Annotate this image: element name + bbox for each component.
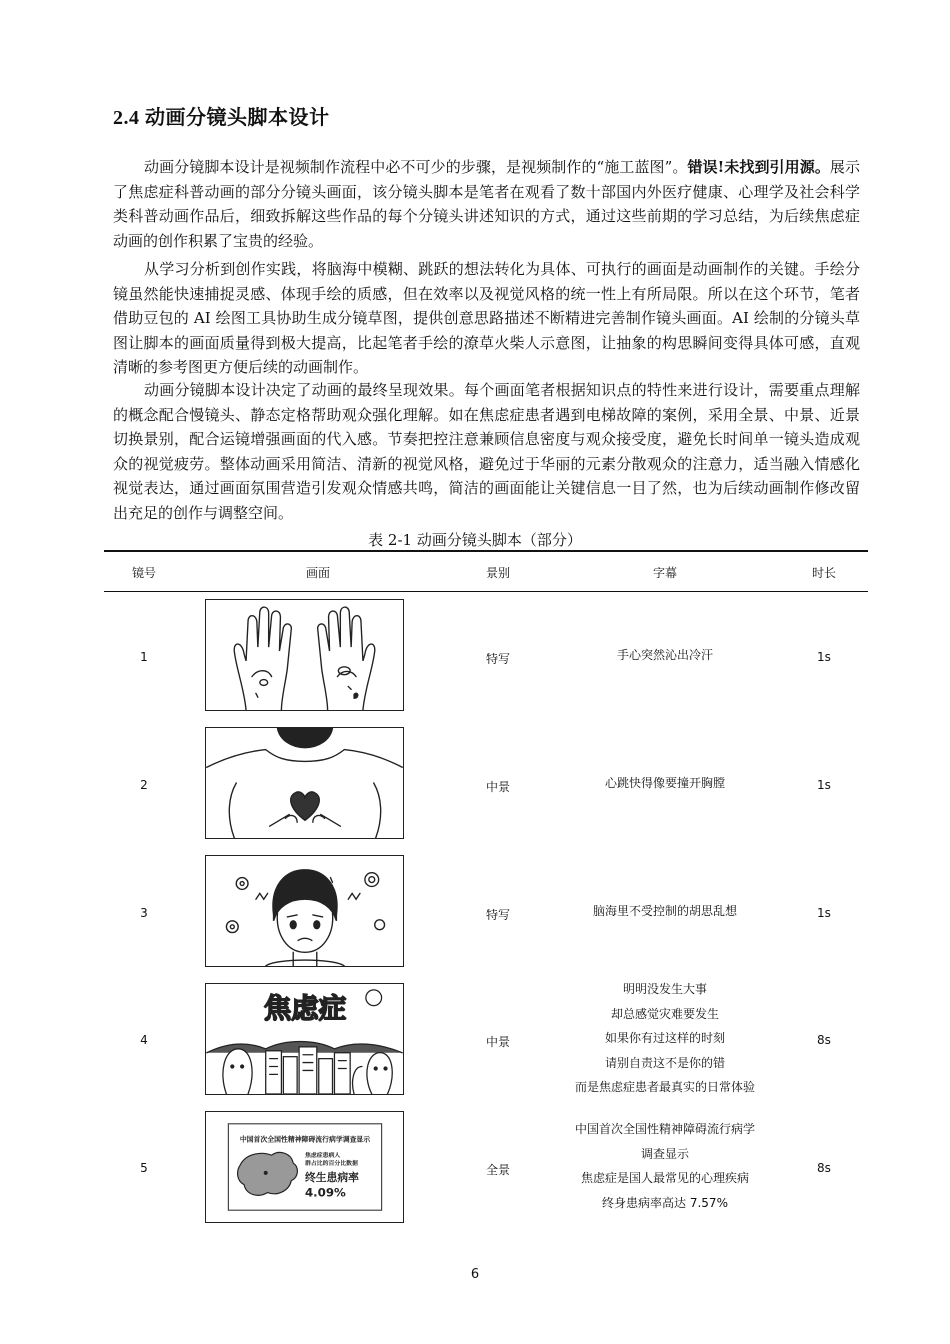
shot-scale: 中景	[485, 1035, 510, 1049]
shot-subtitle	[540, 643, 790, 668]
frame-note-2: 群占比的百分比数据	[304, 1161, 358, 1168]
shot-number: 5	[140, 1161, 148, 1175]
shot-scale: 特写	[485, 908, 510, 922]
frame-headline: 中国首次全国性精神障碍流行病学调查显示	[239, 1135, 371, 1144]
shot-number: 2	[140, 778, 148, 792]
worried-face-sketch-icon	[206, 856, 403, 966]
subtitle-line: 却总感觉灾难要发生	[610, 1006, 719, 1021]
subtitle-line: 手心突然沁出冷汗	[616, 648, 713, 662]
shot-subtitle	[540, 977, 790, 1100]
shot-duration: 1s	[817, 650, 831, 664]
header-subtitle: 字幕	[652, 566, 677, 580]
frame-note-1: 焦虑症患病人	[304, 1153, 341, 1160]
header-duration: 时长	[811, 566, 836, 580]
frame-stat-label: 终生患病率	[304, 1170, 359, 1184]
paragraph-1-text-c: 展示了焦虑症科普动画的部分分镜头画面，该分镜头脚本是笔者在观看了数十部国内外医疗健康、心理学及社会科学类科普动画作品后，细致拆解这些作品的每个分镜头讲述知识的方式，通过这些前期的学习总结，为后续焦虑症动画的创作积累了宝贵的经验。	[113, 158, 860, 250]
header-frame: 画面	[305, 566, 330, 580]
subtitle-line: 焦虑症是国人最常见的心理疾病	[580, 1171, 749, 1185]
shot-scale: 中景	[485, 780, 510, 794]
storyboard-frame	[205, 599, 404, 711]
frame-title: 焦虑症	[263, 992, 347, 1025]
table-caption: 表 2-1 动画分镜头脚本（部分）	[368, 531, 582, 549]
shot-number: 4	[140, 1033, 148, 1047]
storyboard-frame	[205, 983, 404, 1095]
page-number: 6	[470, 1267, 480, 1282]
shot-number: 3	[140, 906, 148, 920]
shot-duration: 8s	[817, 1161, 831, 1175]
storyboard-frame	[205, 1111, 404, 1223]
china-map-statistic-sketch-icon	[206, 1112, 403, 1222]
paragraph-3: 动画分镜脚本设计决定了动画的最终呈现效果。每个画面笔者根据知识点的特性来进行设计，需要重点理解的概念配合慢镜头、静态定格帮助观众强化理解。如在焦虑症患者遇到电梯故障的案例，采用全景、中景、近景切换景别，配合运镜增强画面的代入感。节奏把控注意兼顾信息密度与观众接受度，避免长时间单一镜头造成观众的视觉疲劳。整体动画采用简洁、清新的视觉风格，避免过于华丽的元素分散观众的注意力，适当融入情感化视觉表达，通过画面氛围营造引发观众情感共鸣，简洁的画面能让关键信息一目了然，也为后续动画制作修改留出充足的创作与调整空间。	[113, 381, 860, 522]
shot-subtitle	[540, 771, 790, 796]
shot-scale: 全景	[485, 1163, 510, 1177]
subtitle-line: 明明没发生大事	[622, 982, 707, 996]
storyboard-frame	[205, 855, 404, 967]
sweaty-palms-sketch-icon	[206, 600, 403, 710]
anxiety-city-sketch-icon	[206, 984, 403, 1094]
shot-duration: 1s	[817, 778, 831, 792]
shot-subtitle	[540, 1117, 790, 1215]
subtitle-line: 而是焦虑症患者最真实的日常体验	[574, 1080, 755, 1094]
subtitle-line: 终身患病率高达 7.57%	[602, 1195, 728, 1210]
storyboard-frame	[205, 727, 404, 839]
paragraph-1-text-a: 动画分镜脚本设计是视频制作流程中必不可少的步骤，是视频制作的“施工蓝图”。	[144, 158, 688, 176]
shot-scale: 特写	[485, 652, 510, 666]
shot-duration: 8s	[817, 1033, 831, 1047]
subtitle-line: 心跳快得像要撞开胸膛	[604, 776, 725, 790]
table-header-rule	[104, 591, 868, 592]
shot-subtitle	[540, 899, 790, 924]
shot-duration: 1s	[817, 906, 831, 920]
subtitle-line: 请别自责这不是你的错	[604, 1055, 725, 1070]
frame-stat-value: 4.09%	[304, 1185, 346, 1200]
paragraph-1	[113, 155, 860, 253]
broken-reference: 错误!未找到引用源。	[687, 158, 830, 176]
subtitle-line: 调查显示	[640, 1146, 689, 1161]
table-top-rule	[104, 550, 868, 552]
heart-chest-sketch-icon	[206, 728, 403, 838]
header-shot: 镜号	[131, 566, 156, 580]
subtitle-line: 脑海里不受控制的胡思乱想	[592, 904, 737, 918]
subtitle-line: 如果你有过这样的时刻	[604, 1031, 725, 1045]
header-scale: 景别	[485, 566, 510, 580]
subtitle-line: 中国首次全国性精神障碍流行病学	[574, 1122, 755, 1136]
section-heading: 2.4 动画分镜头脚本设计	[113, 107, 330, 129]
shot-number: 1	[140, 650, 148, 664]
paragraph-2: 从学习分析到创作实践，将脑海中模糊、跳跃的想法转化为具体、可执行的画面是动画制作的关键。手绘分镜虽然能快速捕捉灵感、体现手绘的质感，但在效率以及视觉风格的统一性上有所局限。所以在这个环节，笔者借助豆包的 AI 绘图工具协助生成分镜草图，提供创意思路描述不断精进完善制作镜头画面。AI 绘制的分镜头草图让脚本的画面质量得到极大提高，比起笔者手绘的潦草火柴人示意图，让抽象的构思瞬间变得具体可感，直观清晰的参考图更方便后续的动画制作。	[113, 260, 860, 377]
